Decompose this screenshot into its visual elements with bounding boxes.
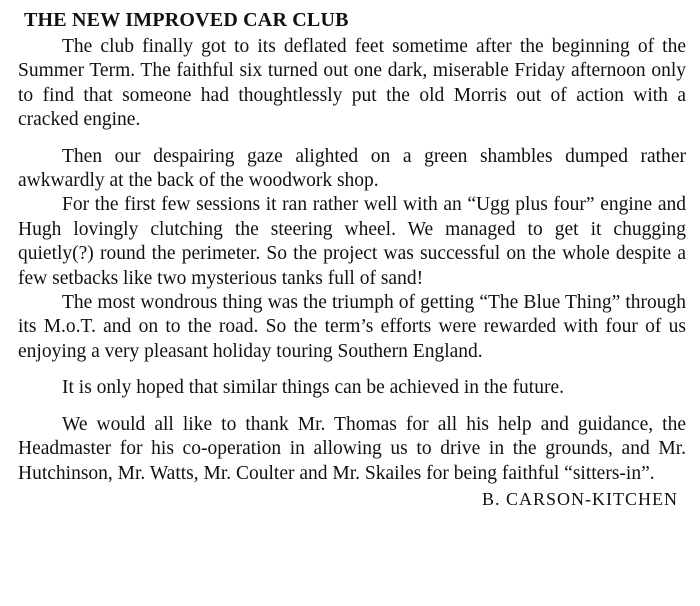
paragraph-first-sessions: For the first few sessions it ran rather well with an “Ugg plus four” engine and Hugh lovingly clutching the steering wheel. We managed to get it chugging quietly(?) round the perimeter. So the project was successful on the whole despite a few setbacks like two mysterious tanks full of sand! (18, 194, 686, 289)
author-signature: B. CARSON-KITCHEN (481, 488, 678, 509)
paragraph-thanks: We would all like to thank Mr. Thomas for all his help and guidance, the Headmaster for his co-operation in allowing us to drive in the grounds, and Mr. Hutchinson, Mr. Watts, Mr. Coulter and Mr. Skailes for being faithful “sitters-in”. (18, 413, 686, 484)
paragraph-club-revival: The club finally got to its deflated feet sometime after the beginning of the Summer Term. The faithful six turned out one dark, miserable Friday afternoon only to find that someone had thoughtlessly put the old Morris out of action with a cracked engine. (18, 36, 686, 131)
article (18, 7, 686, 511)
article-title: THE NEW IMPROVED CAR CLUB (24, 9, 349, 31)
paragraph-green-shambles: Then our despairing gaze alighted on a green shambles dumped rather awkwardly at the back of the woodwork shop. (18, 145, 686, 192)
paragraph-future-hopes: It is only hoped that similar things can be achieved in the future. (62, 377, 564, 399)
paragraph-blue-thing: The most wondrous thing was the triumph of getting “The Blue Thing” through its M.o.T. and on to the road. So the term’s efforts were rewarded with four of us enjoying a very pleasant holiday touring Southern England. (18, 292, 686, 362)
